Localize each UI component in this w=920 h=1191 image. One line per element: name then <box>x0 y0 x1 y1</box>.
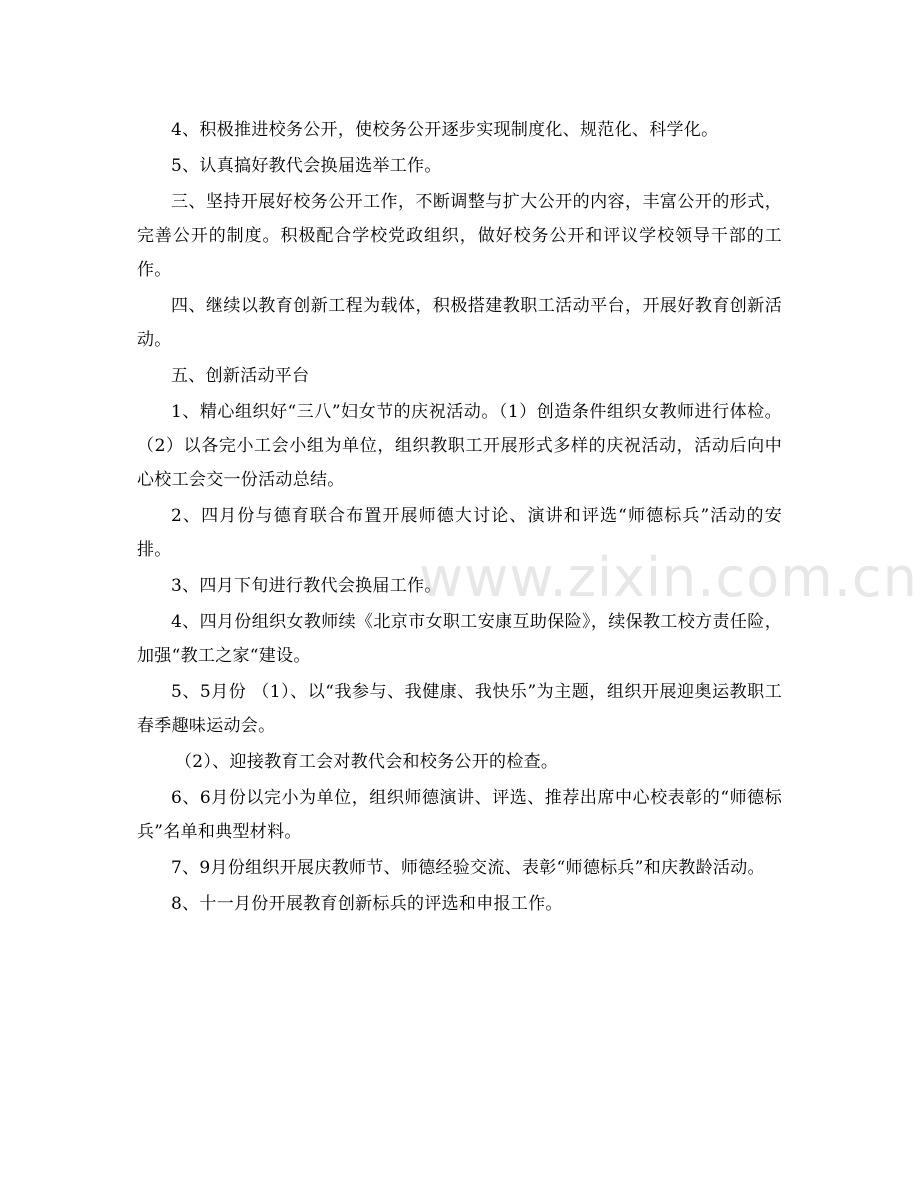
activity-item-4: 4、四月份组织女教师续《北京市女职工安康互助保险》，续保教工校方责任险，加强“教工之家“建设。 <box>137 612 782 666</box>
paragraph-item-5-election: 5、认真搞好教代会换届选举工作。 <box>171 156 442 176</box>
activity-item-5-sub-2: （2）、迎接教育工会对教代会和校务公开的检查。 <box>175 752 559 772</box>
activity-item-6: 6、6月份以完小为单位，组织师德演讲、评选、推荐出席中心校表彰的“师德标兵”名单和典型材料。 <box>137 788 782 842</box>
section-three-paragraph: 三、坚持开展好校务公开工作，不断调整与扩大公开的内容，丰富公开的形式，完善公开的制度。积极配合学校党政组织，做好校务公开和评议学校领导干部的工作。 <box>137 192 782 280</box>
activity-item-5: 5、5月份 （1）、以“我参与、我健康、我快乐”为主题，组织开展迎奥运教职工春季趣味运动会。 <box>137 682 782 736</box>
activity-item-1: 1、精心组织好“三八”妇女节的庆祝活动。（1）创造条件组织女教师进行体检。（2）以各完小工会小组为单位，组织教职工开展形式多样的庆祝活动，活动后向中心校工会交一份活动总结。 <box>137 402 782 490</box>
watermark: www.zixin.com.cn <box>419 546 918 609</box>
section-five-heading: 五、创新活动平台 <box>171 366 310 386</box>
document-body <box>137 113 782 923</box>
activity-item-8: 8、十一月份开展教育创新标兵的评选和申报工作。 <box>171 894 563 914</box>
activity-item-7: 7、9月份组织开展庆教师节、师德经验交流、表彰“师德标兵”和庆教龄活动。 <box>171 858 765 878</box>
paragraph-item-4-transparency: 4、积极推进校务公开，使校务公开逐步实现制度化、规范化、科学化。 <box>171 120 719 140</box>
activity-item-3: 3、四月下旬进行教代会换届工作。 <box>171 576 442 596</box>
section-four-paragraph: 四、继续以教育创新工程为载体，积极搭建教职工活动平台，开展好教育创新活动。 <box>137 296 782 350</box>
activity-item-2: 2、四月份与德育联合布置开展师德大讨论、演讲和评选“师德标兵”活动的安排。 <box>137 506 782 560</box>
